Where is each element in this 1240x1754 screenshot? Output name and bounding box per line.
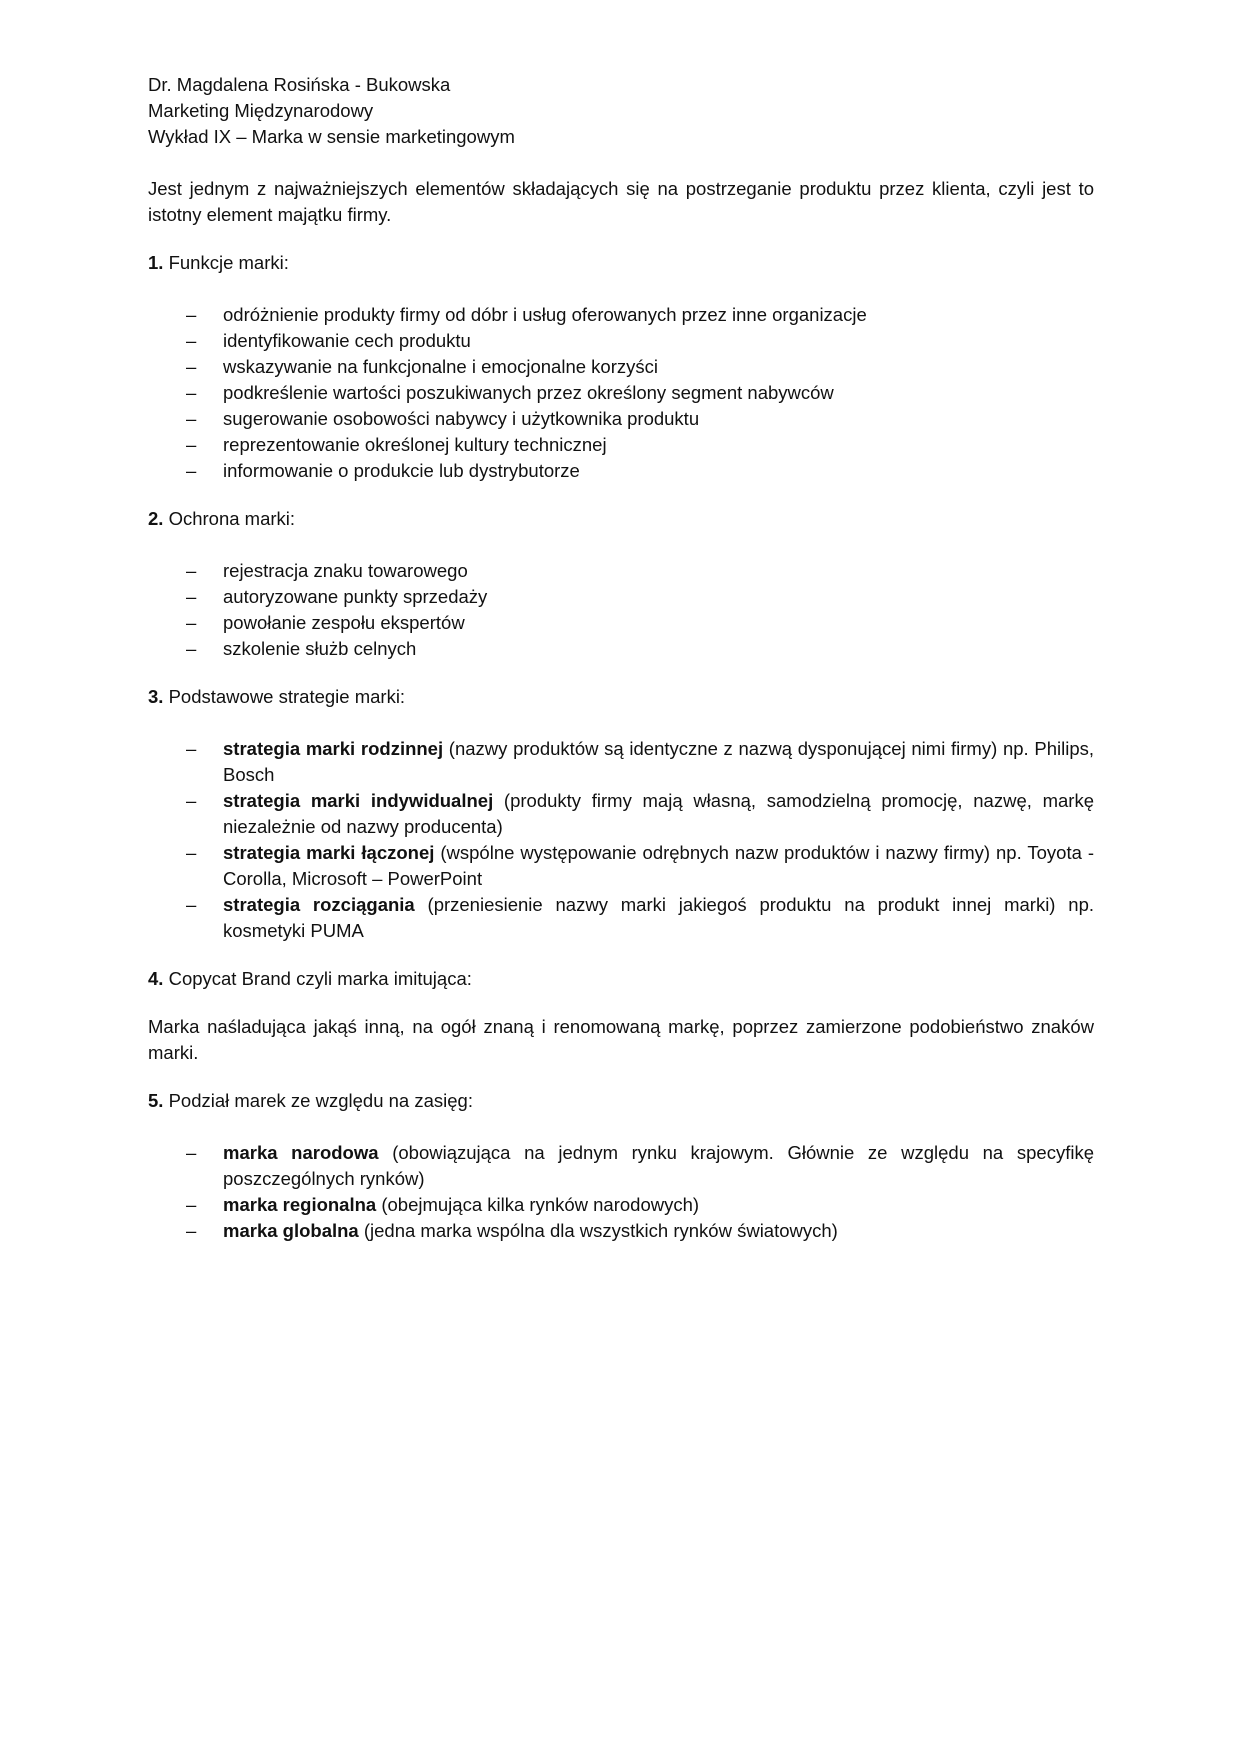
- course-title: Marketing Międzynarodowy: [148, 100, 374, 121]
- document-page: [148, 72, 1094, 1244]
- item-term: strategia rozciągania: [223, 894, 415, 915]
- range-list: [148, 1140, 1094, 1244]
- dash-bullet: –: [186, 1142, 197, 1163]
- dash-bullet: –: [186, 382, 197, 403]
- section-number: 1.: [148, 252, 164, 273]
- item-text: rejestracja znaku towarowego: [223, 560, 468, 581]
- section-title: Ochrona marki:: [168, 508, 296, 529]
- strategies-list: [148, 736, 1094, 944]
- item-text: wskazywanie na funkcjonalne i emocjonalne korzyści: [223, 356, 658, 377]
- dash-bullet: –: [186, 842, 197, 863]
- item-text: odróżnienie produkty firmy od dóbr i usług oferowanych przez inne organizacje: [223, 304, 867, 325]
- list-item: [148, 788, 1094, 840]
- section-title: Podstawowe strategie marki:: [168, 686, 406, 707]
- item-term: strategia marki indywidualnej: [223, 790, 494, 811]
- section-number: 2.: [148, 508, 164, 529]
- dash-bullet: –: [186, 612, 197, 633]
- section-heading-strategies: [148, 684, 1094, 710]
- item-text: podkreślenie wartości poszukiwanych przez określony segment nabywców: [223, 382, 834, 403]
- list-item: [148, 328, 1094, 354]
- dash-bullet: –: [186, 560, 197, 581]
- list-item: [148, 892, 1094, 944]
- list-item: [148, 840, 1094, 892]
- list-item: [148, 432, 1094, 458]
- protection-list: [148, 558, 1094, 662]
- section-title: Podział marek ze względu na zasięg:: [168, 1090, 473, 1111]
- item-text: (obowiązująca na jednym rynku krajowym. Głównie ze względu na specyfikę poszczególnych rynków): [223, 1142, 1094, 1189]
- section-number: 5.: [148, 1090, 164, 1111]
- section-title: Funkcje marki:: [168, 252, 289, 273]
- section-heading-protection: [148, 506, 1094, 532]
- dash-bullet: –: [186, 434, 197, 455]
- functions-list: [148, 302, 1094, 484]
- section-title: Copycat Brand czyli marka imitująca:: [168, 968, 472, 989]
- list-item: [148, 558, 1094, 584]
- author-name: Dr. Magdalena Rosińska - Bukowska: [148, 74, 451, 95]
- item-term: marka regionalna: [223, 1194, 377, 1215]
- dash-bullet: –: [186, 330, 197, 351]
- section-heading-range: [148, 1088, 1094, 1114]
- list-item: [148, 406, 1094, 432]
- section-heading-copycat: [148, 966, 1094, 992]
- dash-bullet: –: [186, 894, 197, 915]
- dash-bullet: –: [186, 586, 197, 607]
- item-text: reprezentowanie określonej kultury technicznej: [223, 434, 607, 455]
- list-item: [148, 380, 1094, 406]
- dash-bullet: –: [186, 1220, 197, 1241]
- section-heading-functions: [148, 250, 1094, 276]
- list-item: [148, 1192, 1094, 1218]
- item-text: identyfikowanie cech produktu: [223, 330, 471, 351]
- section-number: 4.: [148, 968, 164, 989]
- list-item: [148, 1218, 1094, 1244]
- item-text: informowanie o produkcie lub dystrybutorze: [223, 460, 580, 481]
- list-item: [148, 458, 1094, 484]
- item-text: (produkty firmy mają własną, samodzielną promocję, nazwę, markę niezależnie od nazwy producenta): [223, 790, 1094, 837]
- dash-bullet: –: [186, 408, 197, 429]
- list-item: [148, 354, 1094, 380]
- item-text: sugerowanie osobowości nabywcy i użytkownika produktu: [223, 408, 700, 429]
- dash-bullet: –: [186, 738, 197, 759]
- dash-bullet: –: [186, 356, 197, 377]
- item-term: strategia marki rodzinnej: [223, 738, 444, 759]
- dash-bullet: –: [186, 304, 197, 325]
- list-item: [148, 302, 1094, 328]
- item-term: marka narodowa: [223, 1142, 379, 1163]
- item-term: marka globalna: [223, 1220, 359, 1241]
- list-item: [148, 736, 1094, 788]
- item-text: autoryzowane punkty sprzedaży: [223, 586, 488, 607]
- list-item: [148, 1140, 1094, 1192]
- list-item: [148, 610, 1094, 636]
- dash-bullet: –: [186, 1194, 197, 1215]
- intro-paragraph: Jest jednym z najważniejszych elementów składających się na postrzeganie produktu przez klienta, czyli jest to istotny element majątku firmy.: [148, 178, 1094, 225]
- dash-bullet: –: [186, 460, 197, 481]
- section-number: 3.: [148, 686, 164, 707]
- item-text: powołanie zespołu ekspertów: [223, 612, 465, 633]
- item-term: strategia marki łączonej: [223, 842, 435, 863]
- dash-bullet: –: [186, 638, 197, 659]
- copycat-paragraph: Marka naśladująca jakąś inną, na ogół znaną i renomowaną markę, poprzez zamierzone podobieństwo znaków marki.: [148, 1016, 1094, 1063]
- item-text: (jedna marka wspólna dla wszystkich rynków światowych): [358, 1220, 838, 1241]
- item-text: (nazwy produktów są identyczne z nazwą dysponującej nimi firmy) np. Philips, Bosch: [223, 738, 1094, 785]
- item-text: (wspólne występowanie odrębnych nazw produktów i nazwy firmy) np. Toyota - Corolla, Microsoft – PowerPoint: [223, 842, 1094, 889]
- item-text: szkolenie służb celnych: [223, 638, 417, 659]
- list-item: [148, 584, 1094, 610]
- lecture-title: Wykład IX – Marka w sensie marketingowym: [148, 126, 515, 147]
- item-text: (obejmująca kilka rynków narodowych): [376, 1194, 700, 1215]
- item-text: (przeniesienie nazwy marki jakiegoś produktu na produkt innej marki) np. kosmetyki PUMA: [223, 894, 1094, 941]
- dash-bullet: –: [186, 790, 197, 811]
- list-item: [148, 636, 1094, 662]
